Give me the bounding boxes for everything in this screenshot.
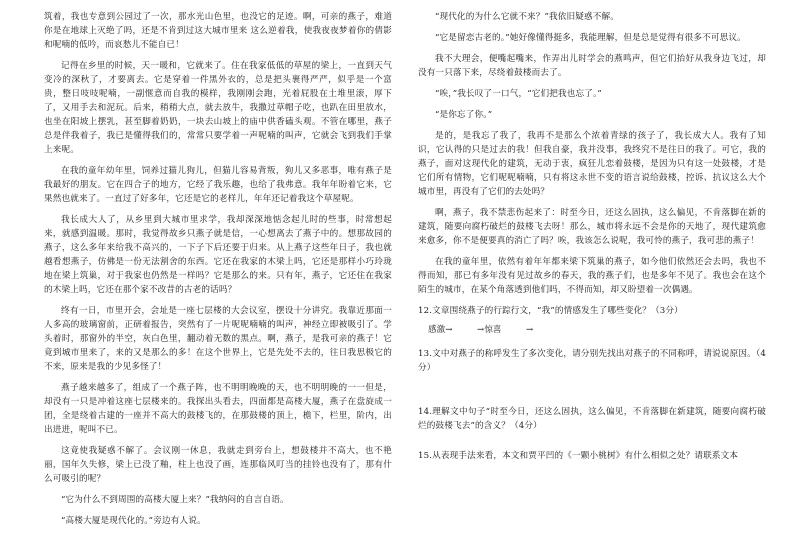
arrow-right-icon: → (477, 325, 485, 335)
passage-paragraph: 燕子越来越多了，组成了一个燕子阵，也不明明晚晚的天，也不明明晚的一一但是，却没有一只是冲着这座七层楼来的。我探出头看去，四面都是高楼大厦，燕子在盘旋成一团，全是绕着古建的一座并不高大的鼓楼飞的，在那鼓楼的顶上，檐下，栏里，阶内，出出进进，呢叫不已。 (44, 383, 392, 435)
question-15: 15.从表现手法来看，本文和贾平凹的《一颗小桃树》有什么相似之处？请联系文本 (418, 451, 739, 461)
flow-step-surprise: 惊喜 (484, 325, 502, 335)
passage-paragraph: 啊，燕子，我不禁悲伤起来了：时至今日，还这么固执，这么偏见，不肯落脚在新的建筑，随要向腐朽破烂的鼓楼飞去呀！那么，城市将永远不会是你的天地了，现代建筑愈来愈多，你不是便要真的消亡了吗？唉，我该怎么说呢，我可怜的燕子，我可悲的燕子！ (418, 208, 766, 246)
dialogue-line: “它为什么不到周围的高楼大厦上来？”我纳闷的自言自语。 (61, 495, 289, 505)
question-13: 13.文中对燕子的称呼发生了多次变化，请分别先找出对燕子的不同称呼，请说说原因。（4分） (418, 349, 766, 373)
dialogue-line: “它是留恋古老的。”她好像懂得挺多，我能理解，但是总是觉得有很多不可思议。 (435, 33, 746, 43)
passage-paragraph: 我不大理会，便嘴起嘴来，作弄出儿时学会的燕鸣声，但它们抬好从我身边飞过，却没有一只落下来，尽绕着鼓楼而去了。 (418, 54, 766, 78)
left-column (44, 10, 392, 528)
passage-paragraph: 这竟使我疑惑不解了。会议刚一休息，我就走到旁台上，想鼓楼并不高大，也不艳丽，国年久失修，梁上已没了釉，柱上也没了画，连那临风叮当的挂铃也没有了，那有什么可吸引的呢？ (44, 446, 392, 484)
passage-paragraph: 在我的童年幼年里，饲养过猫儿狗儿，但猫儿容易背叛，狗儿又多恶事，唯有燕子是我最好的朋友。它在四合子的地方，它经了我乐趣，也给了我弗意。我年年盼着它来，它果然也就来了。一直过了好多年，它还是它的老样儿，年年还记着我这个草屋呢。 (44, 166, 392, 204)
dialogue-line: “高楼大厦是现代化的。”旁边有人说。 (61, 516, 206, 526)
arrow-right-icon: → (445, 325, 453, 335)
passage-paragraph: 筑着，我也专意到公园过了一次，那水光山色里，也没它的足迹。啊，可亲的燕子，难道你是在地球上灭绝了吗，还是不肯到过这大城市里来 这么逆着我，使我夜夜梦着你的倩影和呢喃的低吟，而哀愁儿不能自已！ (44, 12, 392, 50)
passage-paragraph: 是的，是我忘了我了，我再不是那么个浓着青绿的孩子了，我长成大人。我有了知识，它认得的只是过去的我！但我自豪，我并没事，我终究不是往日的我了。可它，我的燕子，面对这现代化的建筑，无动于衷，疯狂儿恋着鼓楼，是因为只有这一处鼓楼，才是它们所有情物，它们呢呢喃喃，只有将这永世不变的语言说给鼓楼，控诉、抗议这么大个城市里，再没有了它们的去处吗？ (418, 131, 766, 197)
emotion-flow (418, 323, 766, 337)
passage-paragraph: 记得在乡里的时候，天一暖和，它就来了。住在我家低低的草屋的梁上，一直到天气变冷的深秋了，才要离去。它是穿着一件黑外衣的，总是把头裹得严严，似乎是一个富贵，整日吱吱呢喃，一副惬意而自我的模样，我刚刚会跑，光着屁股在土堆里滚，厚下了，又用手去和泥玩。后来，稍稍大点，就去放牛，我撒过草帽子吃，也趴在田里放水，也坐在阳坡上摆乳，甚至脚着奶奶，一块去山坡上的庙中供香磕头观。不管在哪里，燕子总是伴我着子，我已是懂得我们的，常常只要学着一声呢喃的叫声，它就会飞到我们手掌上来呢。 (44, 61, 392, 155)
question-12: 12.文章围绕燕子的行踪行文，“我”的情感发生了哪些变化？（3分） (418, 306, 683, 316)
passage-paragraph: 我长成大人了，从乡里到大城市里求学，我却深深地惦念起儿时的些事，时常想起来，就感到温暖。那时，我觉得故乡只燕子就是信，一心想离去了燕子中的。想那故园的燕子，这么多年来给我不高兴的，一下子下后还要于归来。从上燕子这些年日子，我也就越看想燕子，仿佛是一份无法割舍的东西。它还在我家的木梁上吗，它还是那样小巧玲珑地在梁上筑巢，对于我家也仍然是一样吗？它是那么的来。只有年，燕子，它还住在我家的木梁上吗，它还在那个家不改昔的古老的话吗？ (44, 215, 392, 295)
passage-paragraph: 在我的童年里，依然有着年年都来梁下筑巢的燕子，如今他们依然还会去吗，我也不得而知，那已有多年没有见过故乡的春天，我的燕子们，也是多年不见了。我也会在这个陌生的城市，在某个角落透到他们吗，不得而知，却又盼望着一次偶遇。 (418, 257, 766, 295)
right-column (418, 10, 766, 463)
flow-step-gratitude: 感激 (428, 325, 446, 335)
passage-paragraph: 终有一日，市里开会，会址是一座七层楼的大会议室，摆设十分讲究。我靠近那面一人多高的玻璃窗前，正研着报告，突然有了一片呢呢喃喃的叫声，神经立即被吸引了。学头着时，那窗外的半空，灰白色里，翻动着无数的黑点。啊，燕子，是我可亲的燕子！它竟到城市里来了，来的又是那么的多！在这个世界上，它是先处不去的，往日我思极它的不来，原来是我的少见多怪了！ (44, 306, 392, 372)
dialogue-line: “是你忘了你。” (435, 110, 493, 120)
dialogue-line: “现代化的为什么它就不来？”我依旧疑惑不解。 (435, 12, 619, 22)
dialogue-line: “唉，”我长叹了一口气，“它们把我也忘了。” (435, 89, 602, 99)
question-14: 14.理解文中句子“时至今日，还这么固执，这么偏见，不肯落脚在新建筑，随要向腐朽破烂的鼓楼飞去”的含义？（4分） (418, 407, 766, 431)
arrow-right-icon: → (526, 325, 534, 335)
